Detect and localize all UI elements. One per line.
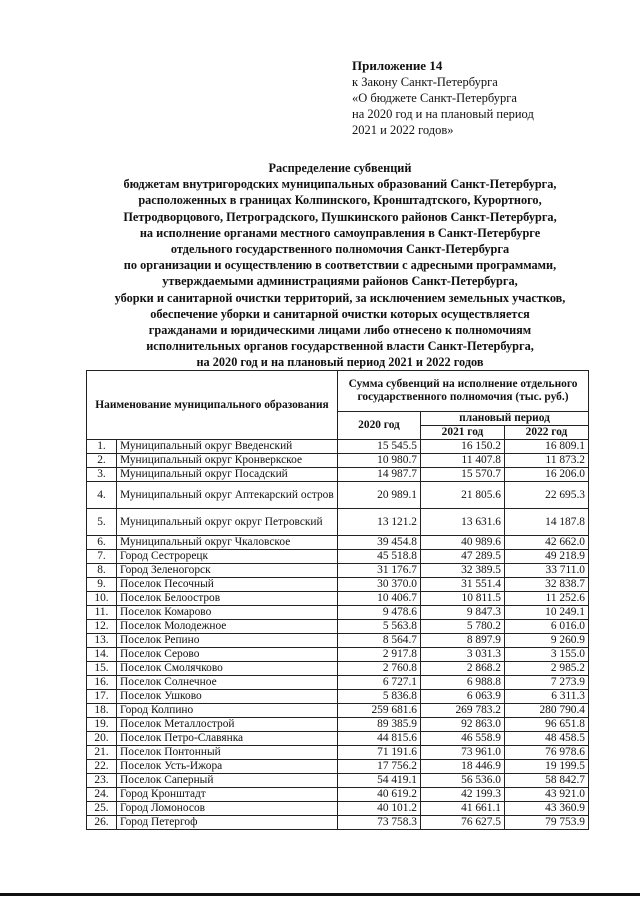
appendix-line: 2021 и 2022 годов» [352, 123, 454, 137]
row-name: Город Ломоносов [117, 802, 338, 816]
bottom-divider [0, 893, 640, 896]
row-value-2020: 40 101.2 [338, 802, 421, 816]
row-name: Поселок Серово [117, 648, 338, 662]
row-value-2022: 14 187.8 [505, 509, 589, 536]
row-value-2020: 40 619.2 [338, 788, 421, 802]
row-value-2021: 31 551.4 [421, 578, 505, 592]
table-row [87, 802, 589, 816]
subvention-table [86, 370, 589, 830]
row-name: Поселок Понтонный [117, 746, 338, 760]
row-value-2022: 79 753.9 [505, 816, 589, 830]
table-row [87, 592, 589, 606]
table-row [87, 676, 589, 690]
table-row [87, 788, 589, 802]
row-value-2020: 5 563.8 [338, 620, 421, 634]
row-value-2022: 48 458.5 [505, 732, 589, 746]
row-number: 18. [87, 704, 117, 718]
row-name: Город Сестрорецк [117, 550, 338, 564]
row-number: 15. [87, 662, 117, 676]
header-name: Наименование муниципального образования [87, 371, 338, 440]
title-line: расположенных в границах Колпинского, Кронштадтского, Курортного, [138, 193, 542, 208]
row-value-2022: 280 790.4 [505, 704, 589, 718]
row-name: Муниципальный округ Кронверкское [117, 454, 338, 468]
row-value-2020: 30 370.0 [338, 578, 421, 592]
row-name: Поселок Репино [117, 634, 338, 648]
title-line: утверждаемыми администрациями районов Санкт-Петербурга, [162, 274, 518, 289]
row-value-2020: 17 756.2 [338, 760, 421, 774]
row-name: Муниципальный округ Введенский [117, 440, 338, 454]
appendix-line: к Закону Санкт-Петербурга [352, 75, 498, 89]
row-number: 12. [87, 620, 117, 634]
row-value-2020: 259 681.6 [338, 704, 421, 718]
row-number: 1. [87, 440, 117, 454]
row-value-2020: 89 385.9 [338, 718, 421, 732]
row-value-2020: 2 917.8 [338, 648, 421, 662]
table-row [87, 578, 589, 592]
row-value-2021: 15 570.7 [421, 468, 505, 482]
row-name: Город Зеленогорск [117, 564, 338, 578]
row-name: Поселок Песочный [117, 578, 338, 592]
header-2022: 2022 год [505, 426, 589, 440]
row-value-2020: 45 518.8 [338, 550, 421, 564]
row-name: Поселок Саперный [117, 774, 338, 788]
row-value-2022: 76 978.6 [505, 746, 589, 760]
row-value-2020: 5 836.8 [338, 690, 421, 704]
row-value-2021: 47 289.5 [421, 550, 505, 564]
row-number: 5. [87, 509, 117, 536]
row-value-2021: 56 536.0 [421, 774, 505, 788]
row-value-2020: 13 121.2 [338, 509, 421, 536]
row-number: 19. [87, 718, 117, 732]
row-value-2020: 31 176.7 [338, 564, 421, 578]
row-value-2021: 13 631.6 [421, 509, 505, 536]
row-name: Муниципальный округ Посадский [117, 468, 338, 482]
title-line: Петродворцового, Петроградского, Пушкинского районов Санкт-Петербурга, [123, 209, 557, 224]
title-line: на исполнение органами местного самоуправления в Санкт-Петербурге [139, 225, 541, 240]
row-value-2022: 16 809.1 [505, 440, 589, 454]
row-name: Поселок Усть-Ижора [117, 760, 338, 774]
row-number: 10. [87, 592, 117, 606]
title-line: Распределение субвенций [268, 161, 412, 175]
row-number: 17. [87, 690, 117, 704]
row-value-2022: 43 921.0 [505, 788, 589, 802]
row-value-2021: 92 863.0 [421, 718, 505, 732]
appendix-line: «О бюджете Санкт-Петербурга [352, 91, 517, 105]
row-name: Муниципальный округ Аптекарский остров [117, 482, 338, 509]
row-number: 21. [87, 746, 117, 760]
row-value-2022: 33 711.0 [505, 564, 589, 578]
row-name: Поселок Белоостров [117, 592, 338, 606]
row-value-2021: 73 961.0 [421, 746, 505, 760]
row-number: 8. [87, 564, 117, 578]
row-value-2020: 6 727.1 [338, 676, 421, 690]
row-value-2022: 6 311.3 [505, 690, 589, 704]
row-value-2021: 8 897.9 [421, 634, 505, 648]
row-value-2021: 6 988.8 [421, 676, 505, 690]
row-number: 24. [87, 788, 117, 802]
row-number: 7. [87, 550, 117, 564]
title-line: отдельного государственного полномочия Санкт-Петербурга [170, 242, 510, 257]
table-row [87, 606, 589, 620]
row-number: 11. [87, 606, 117, 620]
row-number: 25. [87, 802, 117, 816]
row-value-2021: 11 407.8 [421, 454, 505, 468]
row-number: 22. [87, 760, 117, 774]
table-row [87, 468, 589, 482]
header-sum: Сумма субвенций на исполнение отдельного государственного полномочия (тыс. руб.) [338, 371, 589, 412]
table-row [87, 440, 589, 454]
table-row [87, 564, 589, 578]
appendix-title: Приложение 14 [352, 58, 443, 73]
table-row [87, 746, 589, 760]
table-row [87, 704, 589, 718]
row-name: Город Петергоф [117, 816, 338, 830]
row-value-2020: 73 758.3 [338, 816, 421, 830]
row-value-2021: 10 811.5 [421, 592, 505, 606]
row-value-2021: 18 446.9 [421, 760, 505, 774]
title-line: уборки и санитарной очистки территорий, за исключением земельных участков, [114, 290, 566, 305]
row-value-2021: 32 389.5 [421, 564, 505, 578]
row-value-2022: 2 985.2 [505, 662, 589, 676]
row-value-2022: 11 873.2 [505, 454, 589, 468]
table-row [87, 732, 589, 746]
table-row [87, 662, 589, 676]
row-name: Поселок Солнечное [117, 676, 338, 690]
row-value-2021: 2 868.2 [421, 662, 505, 676]
title-line: исполнительных органов государственной власти Санкт-Петербурга, [146, 339, 534, 354]
row-number: 23. [87, 774, 117, 788]
row-number: 13. [87, 634, 117, 648]
row-number: 2. [87, 454, 117, 468]
row-number: 14. [87, 648, 117, 662]
title-line: обеспечение уборки и санитарной очистки которых осуществляется [150, 306, 530, 321]
row-value-2021: 42 199.3 [421, 788, 505, 802]
row-value-2020: 44 815.6 [338, 732, 421, 746]
row-value-2022: 6 016.0 [505, 620, 589, 634]
table-row [87, 760, 589, 774]
row-name: Город Кронштадт [117, 788, 338, 802]
document-title [60, 160, 620, 371]
row-value-2022: 16 206.0 [505, 468, 589, 482]
row-name: Поселок Петро-Славянка [117, 732, 338, 746]
row-value-2022: 32 838.7 [505, 578, 589, 592]
row-value-2022: 22 695.3 [505, 482, 589, 509]
row-name: Поселок Ушково [117, 690, 338, 704]
row-value-2020: 14 987.7 [338, 468, 421, 482]
row-value-2022: 3 155.0 [505, 648, 589, 662]
header-planned: плановый период [421, 412, 589, 426]
title-line: гражданами и юридическими лицами либо отнесено к полномочиям [148, 323, 532, 338]
table-row [87, 634, 589, 648]
row-value-2021: 6 063.9 [421, 690, 505, 704]
row-value-2022: 42 662.0 [505, 536, 589, 550]
row-value-2022: 9 260.9 [505, 634, 589, 648]
row-value-2022: 11 252.6 [505, 592, 589, 606]
row-value-2021: 16 150.2 [421, 440, 505, 454]
row-value-2022: 58 842.7 [505, 774, 589, 788]
row-name: Поселок Комарово [117, 606, 338, 620]
row-name: Муниципальный округ округ Петровский [117, 509, 338, 536]
row-number: 3. [87, 468, 117, 482]
row-value-2021: 269 783.2 [421, 704, 505, 718]
table-body [87, 440, 589, 830]
row-value-2020: 2 760.8 [338, 662, 421, 676]
row-value-2022: 96 651.8 [505, 718, 589, 732]
title-line: бюджетам внутригородских муниципальных образований Санкт-Петербурга, [123, 177, 557, 192]
row-value-2021: 76 627.5 [421, 816, 505, 830]
row-number: 16. [87, 676, 117, 690]
row-value-2020: 10 406.7 [338, 592, 421, 606]
row-value-2021: 9 847.3 [421, 606, 505, 620]
table-row [87, 482, 589, 509]
table-row [87, 454, 589, 468]
row-value-2022: 7 273.9 [505, 676, 589, 690]
row-value-2020: 9 478.6 [338, 606, 421, 620]
row-value-2020: 39 454.8 [338, 536, 421, 550]
row-number: 9. [87, 578, 117, 592]
row-value-2022: 43 360.9 [505, 802, 589, 816]
row-name: Поселок Смолячково [117, 662, 338, 676]
row-value-2022: 10 249.1 [505, 606, 589, 620]
table-row [87, 550, 589, 564]
row-value-2021: 40 989.6 [421, 536, 505, 550]
table-row [87, 509, 589, 536]
title-line: на 2020 год и на плановый период 2021 и 2022 годов [196, 355, 484, 370]
table-row [87, 648, 589, 662]
table-row [87, 536, 589, 550]
table-row [87, 816, 589, 830]
row-number: 20. [87, 732, 117, 746]
row-value-2021: 5 780.2 [421, 620, 505, 634]
row-value-2020: 54 419.1 [338, 774, 421, 788]
row-value-2021: 21 805.6 [421, 482, 505, 509]
table-row [87, 718, 589, 732]
row-value-2022: 19 199.5 [505, 760, 589, 774]
table-row [87, 690, 589, 704]
row-value-2021: 3 031.3 [421, 648, 505, 662]
row-number: 4. [87, 482, 117, 509]
row-name: Город Колпино [117, 704, 338, 718]
row-name: Поселок Молодежное [117, 620, 338, 634]
table-row [87, 620, 589, 634]
header-2020: 2020 год [338, 412, 421, 440]
row-value-2021: 46 558.9 [421, 732, 505, 746]
title-line: по организации и осуществлению в соответствии с адресными программами, [123, 258, 557, 273]
row-value-2020: 10 980.7 [338, 454, 421, 468]
row-number: 6. [87, 536, 117, 550]
row-value-2020: 20 989.1 [338, 482, 421, 509]
row-number: 26. [87, 816, 117, 830]
row-name: Муниципальный округ Чкаловское [117, 536, 338, 550]
appendix-block [352, 58, 534, 138]
row-value-2022: 49 218.9 [505, 550, 589, 564]
row-value-2020: 71 191.6 [338, 746, 421, 760]
row-name: Поселок Металлострой [117, 718, 338, 732]
appendix-line: на 2020 год и на плановый период [352, 107, 534, 121]
row-value-2021: 41 661.1 [421, 802, 505, 816]
row-value-2020: 8 564.7 [338, 634, 421, 648]
row-value-2020: 15 545.5 [338, 440, 421, 454]
table-row [87, 774, 589, 788]
header-2021: 2021 год [421, 426, 505, 440]
